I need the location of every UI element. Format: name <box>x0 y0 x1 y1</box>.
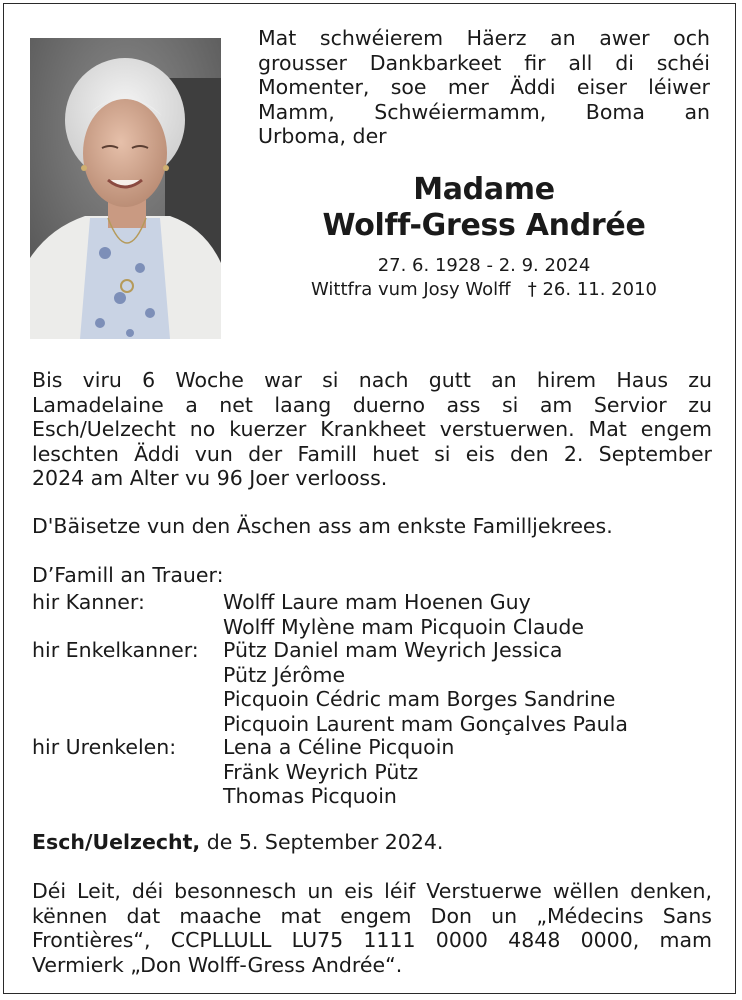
family-group-label: hir Enkelkanner: <box>32 638 199 662</box>
family-heading: D’Famill an Trauer: <box>32 563 224 587</box>
family-member: Wolff Mylène mam Picquoin Claude <box>223 614 585 639</box>
donation-line: Frontières“, CCPLLULL LU75 1111 0000 4848 0000, mam <box>32 928 712 952</box>
portrait-photo <box>30 38 221 339</box>
family-member: Wolff Laure mam Hoenen Guy <box>223 590 531 614</box>
family-member: Picquoin Cédric mam Borges Sandrine <box>223 687 616 711</box>
family-member: Picquoin Laurent mam Gonçalves Paula <box>223 711 628 736</box>
burial-note: D'Bäisetze vun den Äschen ass am enkste Familljekrees. <box>32 514 613 538</box>
spouse-death-date: 26. 11. 2010 <box>542 279 657 300</box>
intro-line: Mat schwéierem Häerz an awer och <box>258 26 710 50</box>
place-date-line <box>32 830 443 855</box>
family-group-label: hir Urenkelen: <box>32 735 177 759</box>
family-member: Pütz Jérôme <box>223 662 346 687</box>
family-member: Fränk Weyrich Pütz <box>223 759 419 784</box>
widow-line <box>258 278 710 302</box>
family-member: Lena a Céline Picquoin <box>223 735 455 759</box>
family-names <box>223 590 584 639</box>
honorific: Madame <box>413 172 555 207</box>
donation-line: Déi Leit, déi besonnesch un eis léif Verstuerwe wëllen denken, <box>32 879 712 903</box>
story-paragraph <box>32 368 712 491</box>
story-line: leschten Äddi vun der Famill huet si eis den 2. September <box>32 441 712 466</box>
family-names <box>223 638 628 736</box>
story-line: Bis viru 6 Woche war si nach gutt an hirem Haus zu <box>32 368 712 392</box>
intro-line: Mamm, Schwéiermamm, Boma an <box>258 99 710 124</box>
life-dates: 27. 6. 1928 - 2. 9. 2024 <box>377 255 591 276</box>
story-line: Lamadelaine a net laang duerno ass si am Servior zu <box>32 392 712 417</box>
story-line: Esch/Uelzecht no kuerzer Krankheet verstuerwen. Mat engem <box>32 417 712 441</box>
deceased-name: Wolff-Gress Andrée <box>322 208 646 243</box>
donation-line: Vermierk „Don Wolff-Gress Andrée“. <box>32 952 403 977</box>
place-name: Esch/Uelzecht, <box>32 830 201 854</box>
intro-line: Urboma, der <box>258 124 387 148</box>
widow-text: Wittfra vum Josy Wolff <box>311 279 511 300</box>
donation-paragraph <box>32 879 712 977</box>
family-names <box>223 735 454 809</box>
family-member: Thomas Picquoin <box>223 784 397 808</box>
family-member: Pütz Daniel mam Weyrich Jessica <box>223 638 563 662</box>
donation-line: kënnen dat maache mat engem Don un „Médecins Sans <box>32 903 712 928</box>
intro-paragraph <box>258 26 710 149</box>
intro-line: Momenter, soe mer Äddi eiser léiwer <box>258 75 710 99</box>
name-block <box>258 172 710 302</box>
cross-icon: † <box>527 279 537 300</box>
family-group-label: hir Kanner: <box>32 590 145 614</box>
announcement-date: de 5. September 2024. <box>206 830 444 854</box>
intro-line: grousser Dankbarkeet fir all di schéi <box>258 50 710 75</box>
story-line: 2024 am Alter vu 96 Joer verlooss. <box>32 466 388 490</box>
